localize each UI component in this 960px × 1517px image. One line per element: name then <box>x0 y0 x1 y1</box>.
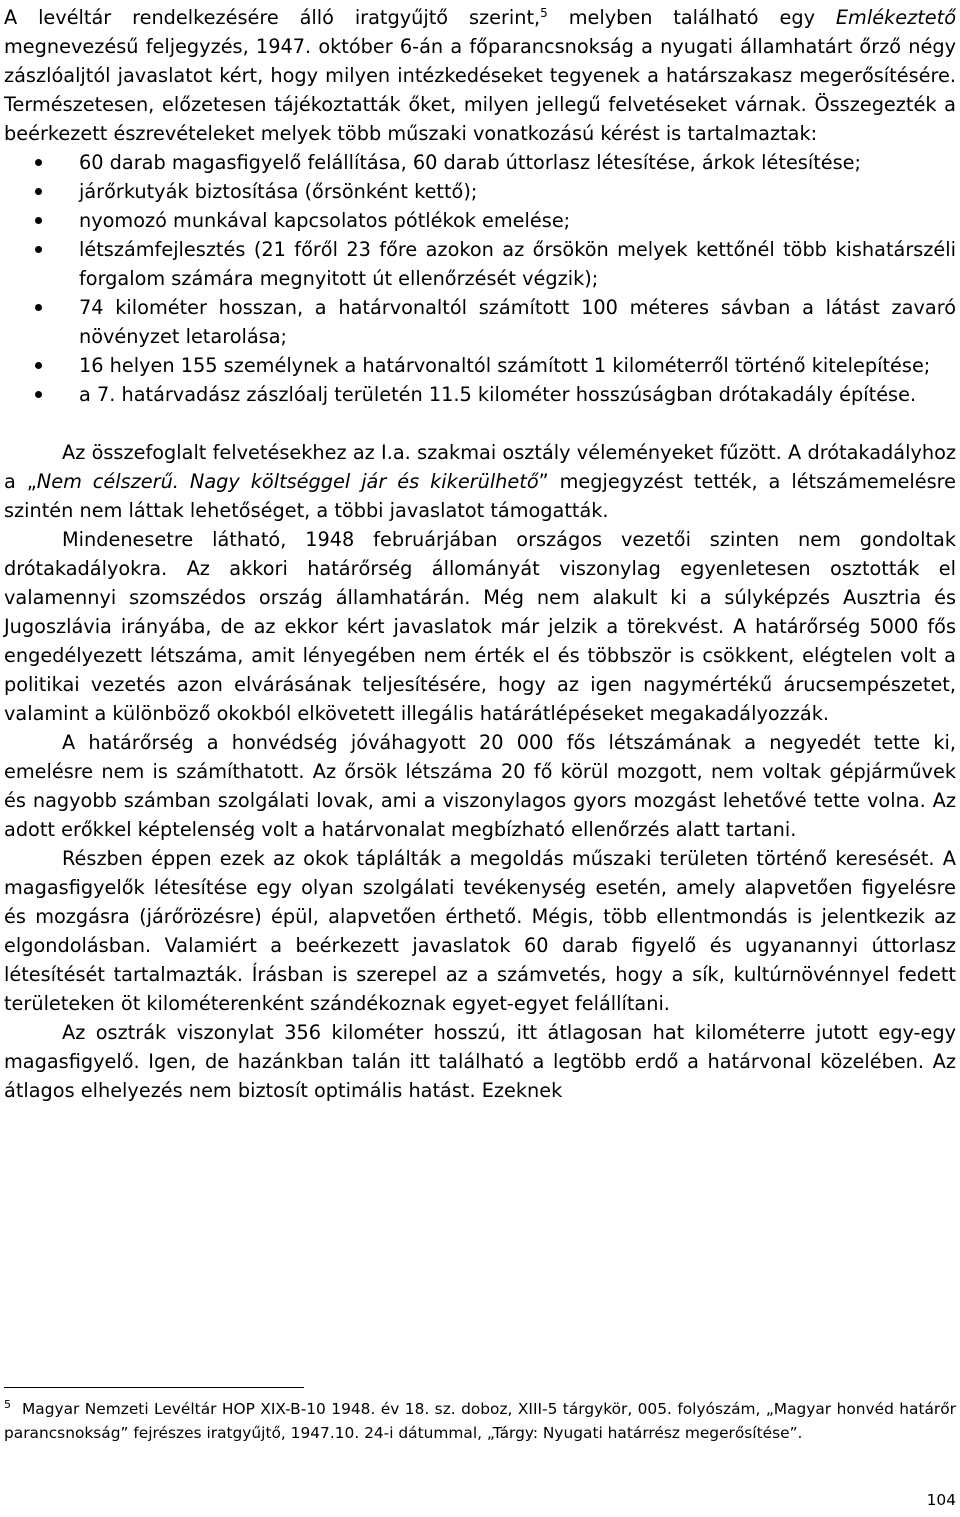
paragraph-6: Az osztrák viszonylat 356 kilométer hosszú, itt átlagosan hat kilométerre jutott egy-egy magasfigyelő. Igen, de hazánkban talán itt található a legtöbb erdő a határvonal közelében. Az átlagos elhelyezés nem biztosít optimális hatást. Ezeknek <box>4 1021 956 1102</box>
proposal-list <box>4 148 956 409</box>
list-item-text: 16 helyen 155 személynek a határvonaltól számított 1 kilométerről történő kitelepítése; <box>79 354 931 377</box>
paragraph-4: A határőrség a honvédség jóváhagyott 20 000 fős létszámának a negyedét tette ki, emelésre nem is számíthatott. Az őrsök létszáma 20 fő körül mozgott, nem voltak gépjárművek és nagyobb számban szolgálati lovak, ami a viszonylagos gyors mozgást lehetővé tette volna. Az adott erőkkel képtelenség volt a határvonalat megbízható ellenőrzés alatt tartani. <box>4 731 956 841</box>
bullet-icon <box>35 217 42 224</box>
bullet-icon <box>35 391 42 398</box>
list-item-text: járőrkutyák biztosítása (őrsönként kettő); <box>79 180 478 203</box>
intro-emphasis: Emlékeztető <box>835 6 956 29</box>
intro-text-start: A levéltár rendelkezésére álló iratgyűjtő szerint, <box>4 6 541 29</box>
list-item <box>4 235 956 293</box>
footnote-text: Magyar Nemzeti Levéltár HOP XIX-B-10 1948. év 18. sz. doboz, XIII-5 tárgykör, 005. folyószám, „Magyar honvéd határőr parancsnokság” fejrészes iratgyűjtő, 1947.10. 24-i dátummal, „Tárgy: Nyugati határrész megerősítése”. <box>4 1400 956 1442</box>
footnote-separator <box>4 1387 304 1388</box>
bullet-icon <box>35 362 42 369</box>
list-item <box>4 148 956 177</box>
list-item <box>4 380 956 409</box>
list-item <box>4 293 956 351</box>
list-item-text: nyomozó munkával kapcsolatos pótlékok emelése; <box>79 209 571 232</box>
paragraph-5: Részben éppen ezek az okok táplálták a megoldás műszaki területen történő keresését. A magasfigyelők létesítése egy olyan szolgálati tevékenység esetén, amely alapvetően figyelésre és mozgásra (járőrözésre) épül, alapvetően érthető. Mégis, több ellentmondás is jelentkezik az elgondolásban. Valamiért a beérkezett javaslatok 60 darab figyelő és ugyanannyi úttorlasz létesítését tartalmazták. Írásban is szerepel az a számvetés, hogy a sík, kultúrnövénnyel fedett területeken öt kilométerenként szándékoznak egyet-egyet felállítani. <box>4 847 956 1015</box>
page-number: 104 <box>926 1491 956 1509</box>
paragraph-3: Mindenesetre látható, 1948 februárjában országos vezetői szinten nem gondoltak drótakadályokra. Az akkori határőrség állományát viszonylag egyenletesen osztották el valamennyi szomszédos ország államhatárán. Még nem alakult ki a súlyképzés Ausztria és Jugoszlávia irányába, de az ekkor kért javaslatok már jelzik a törekvést. A határőrség 5000 fős engedélyezett létszáma, amit lényegében nem érték el és többször is csökkent, elégtelen volt a politikai vezetés azon elvárásának teljesítésére, hogy az igen nagymértékű árucsempészetet, valamint a különböző okokból elkövetett illegális határátlépéseket megakadályozzák. <box>4 528 956 725</box>
list-item-text: a 7. határvadász zászlóalj területén 11.5 kilométer hosszúságban drótakadály építése. <box>79 383 917 406</box>
list-item-text: 60 darab magasfigyelő felállítása, 60 darab úttorlasz létesítése, árkok létesítése; <box>79 151 862 174</box>
intro-text-end: megnevezésű feljegyzés, 1947. október 6-án a főparancsnokság a nyugati államhatárt őrző négy zászlóaljtól javaslatot kért, hogy milyen intézkedéseket tegyenek a határszakasz megerősítésére. Természetesen, előzetesen tájékoztatták őket, milyen jellegű felvetéseket várnak. Összegezték a beérkezett észrevételeket melyek több műszaki vonatkozású kérést is tartalmaztak: <box>4 35 956 145</box>
bullet-icon <box>35 159 42 166</box>
list-item <box>4 351 956 380</box>
paragraph-intro <box>4 3 956 148</box>
list-item-text: létszámfejlesztés (21 főről 23 főre azokon az őrsökön melyek kettőnél több kishatárszéli forgalom számára megnyitott út ellenőrzését végzik); <box>79 238 956 290</box>
summary-quote: Nem célszerű. Nagy költséggel jár és kikerülhető <box>36 470 539 493</box>
footnote-reference[interactable]: 5 <box>540 6 548 20</box>
document-body <box>4 3 956 1105</box>
list-item <box>4 206 956 235</box>
footnote: $^5$ Magyar Nemzeti Levéltár HOP XIX-B-10 1948. év 18. sz. doboz, XIII-5 tárgykör, 005. folyószám, „Magyar honvéd határőr parancsnokság” fejrészes iratgyűjtő, 1947.10. 24-i dátummal, „Tárgy: Nyugati határrész megerősítése”. <box>4 1398 956 1442</box>
summary-text-start: Az összefoglalt felvetésekhez az I.a. szakmai osztály véleményeket fűzött. A drótakadályhoz a „ <box>4 441 956 493</box>
bullet-icon <box>35 246 42 253</box>
summary-text-end: ” megjegyzést tették, a létszámemelésre szintén nem láttak lehetőséget, a többi javaslatot támogatták. <box>4 470 957 522</box>
bullet-icon <box>35 188 42 195</box>
bullet-icon <box>35 304 42 311</box>
list-item-text: 74 kilométer hosszan, a határvonaltól számított 100 méteres sávban a látást zavaró növényzet letarolása; <box>79 296 956 348</box>
intro-text-mid: melyben található egy <box>547 6 836 29</box>
list-item <box>4 177 956 206</box>
paragraph-summary <box>4 438 956 525</box>
